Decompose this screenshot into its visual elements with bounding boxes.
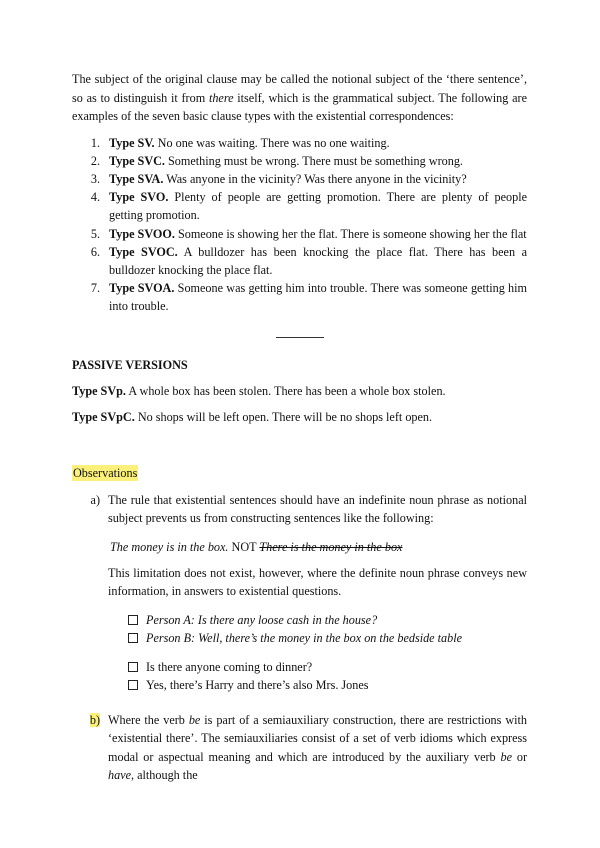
list-item: Person B: Well, there’s the money in the box on the bedside table — [128, 629, 527, 648]
observation-b — [72, 711, 527, 785]
observation-letter: a) — [90, 492, 100, 507]
passive-heading: PASSIVE VERSIONS — [72, 357, 188, 372]
intro-paragraph: The subject of the original clause may be called the notional subject of the ‘there sentence’, so as to distinguish it from there itself, which is the grammatical subject. The following are examples of the seven basic clause types with the existential correspondences: — [72, 72, 527, 123]
observation-letter: b) — [89, 712, 100, 727]
observation-a-text: The rule that existential sentences should have an indefinite noun phrase as notional subject prevents us from constructing sentences like the following: — [108, 492, 527, 526]
checkbox-icon — [128, 633, 138, 643]
checkbox-icon — [128, 680, 138, 690]
checkbox-icon — [128, 662, 138, 672]
observations-label: Observations — [73, 465, 138, 480]
document-page — [72, 70, 527, 785]
there-word: there — [208, 90, 234, 105]
struck-example: There is the money in the box — [259, 539, 403, 554]
list-item: 5. Type SVOO. Someone is showing her the flat. There is someone showing her the flat — [90, 226, 527, 241]
example-line: The money is in the box. NOT There is the money in the box — [110, 539, 403, 554]
list-item: 7. Type SVOA. Someone was getting him into trouble. There was someone getting him into trouble. — [90, 281, 527, 314]
observation-a-note: This limitation does not exist, however, where the definite noun phrase conveys new information, in answers to existential questions. — [108, 565, 527, 599]
checkbox-list — [128, 611, 527, 648]
checkbox-icon — [128, 615, 138, 625]
checkbox-list — [128, 658, 527, 695]
clause-types-list — [72, 134, 527, 316]
passive-example: Type SVpC. No shops will be left open. There will be no shops left open. — [72, 410, 433, 425]
passive-example: Type SVp. A whole box has been stolen. There has been a whole box stolen. — [72, 383, 446, 398]
list-item: Is there anyone coming to dinner? — [128, 658, 527, 677]
list-item: 1. Type SV. No one was waiting. There was no one waiting. — [90, 135, 390, 150]
list-item: 6. Type SVOC. A bulldozer has been knocking the place flat. There has been a bulldozer knocking the place flat. — [90, 244, 527, 277]
observation-a — [72, 491, 527, 695]
list-item: 2. Type SVC. Something must be wrong. There must be something wrong. — [90, 153, 463, 168]
list-item: 4. Type SVO. Plenty of people are getting promotion. There are plenty of people getting promotion. — [90, 190, 528, 223]
section-divider — [276, 337, 324, 338]
list-item: Person A: Is there any loose cash in the house? — [128, 611, 527, 630]
observation-b-text: Where the verb be is part of a semiauxiliary construction, there are restrictions with ‘existential there’. The semiauxiliaries consist of a set of verb idioms which express modal or aspectual meaning and which are introduced by the auxiliary verb be or have, although the — [108, 712, 527, 783]
list-item: 3. Type SVA. Was anyone in the vicinity? Was there anyone in the vicinity? — [90, 171, 467, 186]
list-item: Yes, there’s Harry and there’s also Mrs. Jones — [128, 676, 527, 695]
